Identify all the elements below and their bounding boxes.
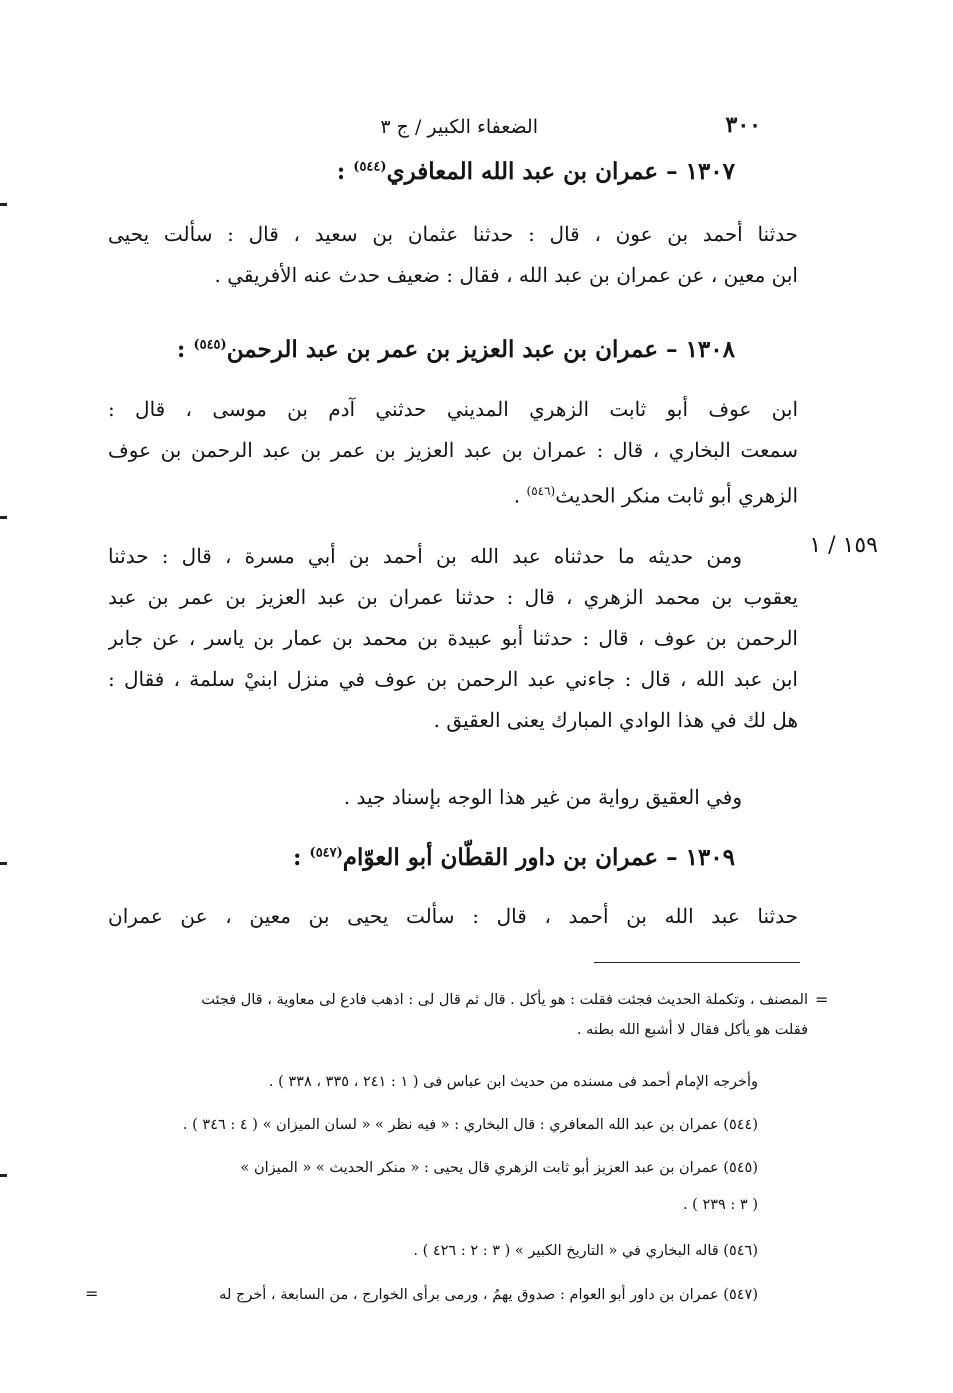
footnote-545-cont: ( ٣ : ٢٣٩ ) . (682, 1197, 758, 1213)
scan-edge-mark (0, 1174, 7, 1177)
body-line (108, 471, 798, 512)
body-line: ابن عوف أبو ثابت الزهري المديني حدثني آدم بن موسى ، قال : (108, 397, 798, 421)
entry-body-1308-hadith (108, 536, 798, 741)
entry-heading-1307 (337, 158, 735, 185)
entry-heading-1309 (293, 844, 735, 871)
scan-edge-mark (0, 862, 7, 865)
scan-edge-mark (0, 203, 7, 206)
running-header-title: الضعفاء الكبير / ج ٣ (380, 116, 538, 138)
body-line: ابن عبد الله ، قال : جاءني عبد الرحمن بن عوف في منزل ابنيْ سلمة ، فقال : (108, 667, 798, 691)
heading-colon: : (293, 844, 302, 871)
entry-body-1308-note (108, 777, 798, 818)
body-line: يعقوب بن محمد الزهري ، قال : حدثنا عمران بن عبد العزيز بن عمر بن عبد (108, 585, 798, 609)
body-line: الرحمن بن عوف ، قال : حدثنا أبو عبيدة بن محمد بن عمار بن ياسر ، عن جابر (108, 626, 798, 650)
body-line-text: الزهري أبو ثابت منكر الحديث (555, 483, 798, 508)
page-number: ٣٠٠ (725, 112, 761, 138)
entry-heading-text: ١٣٠٧ – عمران بن عبد الله المعافري (386, 158, 735, 185)
manuscript-folio-ref: ١٥٩ / ١ (809, 533, 878, 558)
footnote-continuation (108, 985, 808, 1045)
body-line: ومن حديثه ما حدثناه عبد الله بن أحمد بن أبي مسرة ، قال : حدثنا (108, 544, 742, 568)
footnote-line: المصنف ، وتكملة الحديث فجئت فقلت : هو يأكل . قال ثم قال لى : اذهب فادع لى معاوية ، قال فجئت (201, 992, 808, 1008)
footnote-547: (٥٤٧) عمران بن داور أبو العوام : صدوق يهمُ ، ورمى برأى الخوارج ، من السابعة ، أخرج له (219, 1287, 758, 1303)
body-line: وفي العقيق رواية من غير هذا الوجه بإسناد جيد . (343, 785, 742, 809)
entry-heading-1308 (177, 336, 735, 363)
scan-edge-mark (0, 516, 7, 519)
footnote-ahmad: وأخرجه الإمام أحمد فى مسنده من حديث ابن عباس فى ( ١ : ٢٤١ ، ٣٣٥ ، ٣٣٨ ) . (268, 1074, 758, 1090)
footnote-544: (٥٤٤) عمران بن عبد الله المعافري : قال البخاري : « فيه نظر » « لسان الميزان » ( ٤ : ٣٤٦ ) . (182, 1117, 758, 1133)
footnote-separator (594, 962, 800, 963)
footnote-545: (٥٤٥) عمران بن عبد العزيز أبو ثابت الزهري قال يحيى : « منكر الحديث » « الميزان » (240, 1160, 758, 1176)
footnote-ref: (٥٤٧) (309, 845, 343, 861)
footnote-ref: (٥٤٦) (526, 484, 556, 498)
heading-colon: : (336, 158, 346, 185)
footnote-ref: (٥٤٤) (353, 159, 387, 175)
entry-body-1307 (108, 214, 798, 296)
entry-heading-text: ١٣٠٩ – عمران بن داور القطّان أبو العوّام (342, 844, 735, 871)
continuation-mark: = (815, 990, 829, 1009)
footnote-line: فقلت هو يأكل فقال لا أشبع الله بطنه . (576, 1022, 808, 1038)
body-line: حدثنا أحمد بن عون ، قال : حدثنا عثمان بن سعيد ، قال : سألت يحيى (108, 222, 798, 246)
heading-colon: : (176, 336, 186, 363)
entry-heading-text: ١٣٠٨ – عمران بن عبد العزيز بن عمر بن عبد الرحمن (226, 336, 735, 363)
body-line: سمعت البخاري ، قال : عمران بن عبد العزيز بن عمر بن عبد الرحمن بن عوف (108, 438, 798, 462)
entry-body-1309 (108, 896, 798, 937)
footnote-546: (٥٤٦) قاله البخاري في « التاريخ الكبير » ( ٣ : ٢ : ٤٢٦ ) . (413, 1243, 758, 1259)
line-end: . (513, 483, 527, 508)
end-continuation-mark: = (85, 1284, 99, 1303)
body-line: هل لك في هذا الوادي المبارك يعنى العقيق . (433, 708, 798, 732)
body-line: حدثنا عبد الله بن أحمد ، قال : سألت يحيى بن معين ، عن عمران (108, 904, 798, 928)
footnote-ref: (٥٤٥) (193, 337, 227, 353)
body-line: ابن معين ، عن عمران بن عبد الله ، فقال : ضعيف حدث عنه الأفريقي . (214, 263, 798, 287)
entry-body-1308 (108, 389, 798, 512)
